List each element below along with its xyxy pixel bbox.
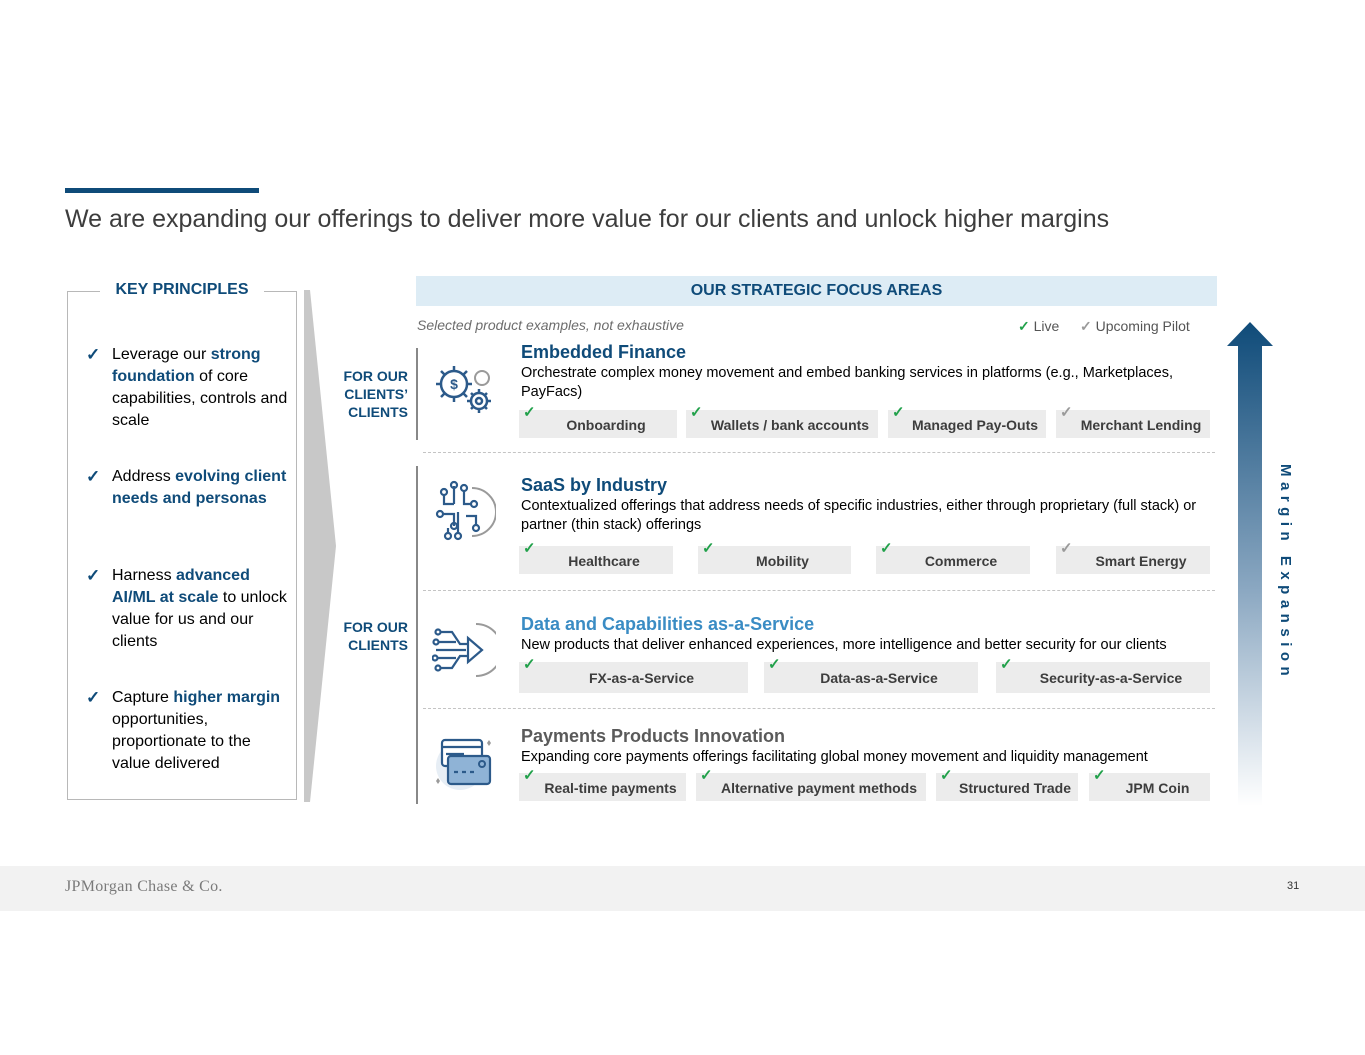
section-title: Embedded Finance bbox=[521, 342, 687, 362]
product-pill: ✓ Alternative payment methods bbox=[696, 773, 926, 801]
check-icon: ✓ bbox=[86, 345, 101, 364]
live-check-icon: ✓ bbox=[702, 540, 715, 557]
data-flow-icon bbox=[432, 618, 496, 682]
section-description: New products that deliver enhanced experiences, more intelligence and better security for our clients bbox=[521, 637, 1167, 653]
product-pill: ✓ Wallets / bank accounts bbox=[686, 410, 878, 438]
live-check-icon: ✓ bbox=[523, 540, 536, 557]
product-pill: ✓ Real-time payments bbox=[519, 773, 686, 801]
live-check-icon: ✓ bbox=[1000, 656, 1013, 673]
live-check-icon: ✓ bbox=[940, 767, 953, 784]
page-title: We are expanding our offerings to deliver more value for our clients and unlock higher margins bbox=[65, 205, 1110, 233]
section-divider bbox=[423, 708, 1215, 709]
company-logo: JPMorgan Chase & Co. bbox=[65, 878, 223, 895]
live-check-icon: ✓ bbox=[1093, 767, 1106, 784]
gears-dollar-icon bbox=[432, 360, 496, 424]
product-pill: ✓ Merchant Lending bbox=[1056, 410, 1210, 438]
live-check-icon: ✓ bbox=[892, 404, 905, 421]
live-check-icon: ✓ bbox=[523, 767, 536, 784]
section-description: Expanding core payments offerings facilitating global money movement and liquidity management bbox=[521, 749, 1148, 765]
live-check-icon: ✓ bbox=[690, 404, 703, 421]
product-pill: ✓ Healthcare bbox=[519, 546, 673, 574]
strategic-focus-heading: OUR STRATEGIC FOCUS AREAS bbox=[416, 276, 1217, 306]
product-pill: ✓ Data-as-a-Service bbox=[764, 662, 978, 693]
pilot-check-icon: ✓ bbox=[1080, 318, 1092, 334]
product-pill: ✓ Managed Pay-Outs bbox=[888, 410, 1046, 438]
key-principles-heading: KEY PRINCIPLES bbox=[100, 281, 264, 299]
product-pill: ✓ Smart Energy bbox=[1056, 546, 1210, 574]
selection-note: Selected product examples, not exhaustive bbox=[417, 317, 684, 333]
legend-live: ✓ Live bbox=[1018, 318, 1060, 334]
live-check-icon: ✓ bbox=[700, 767, 713, 784]
section-divider bbox=[423, 590, 1215, 591]
page-number: 31 bbox=[1287, 880, 1300, 892]
payment-cards-icon bbox=[432, 732, 496, 796]
legend-pilot: ✓ Upcoming Pilot bbox=[1080, 318, 1190, 334]
pilot-check-icon: ✓ bbox=[1060, 404, 1073, 421]
margin-expansion-label: Margin Expansion bbox=[1277, 464, 1294, 682]
section-divider bbox=[423, 452, 1215, 453]
section-description: Contextualized offerings that address needs of specific industries, either through proprietary (full stack) or partner (thin stack) offerings bbox=[521, 498, 1197, 533]
product-pill: ✓ FX-as-a-Service bbox=[519, 662, 748, 693]
pilot-check-icon: ✓ bbox=[1060, 540, 1073, 557]
group-divider-line bbox=[416, 466, 418, 804]
product-pill: ✓ Structured Trade bbox=[936, 773, 1078, 801]
chevron-arrow-icon bbox=[304, 290, 336, 802]
section-title: Data and Capabilities as-a-Service bbox=[521, 614, 815, 634]
check-icon: ✓ bbox=[86, 467, 101, 486]
svg-text:$: $ bbox=[450, 376, 458, 392]
for-clients-clients-label: FOR OUR CLIENTS’ CLIENTS bbox=[343, 368, 408, 420]
section-title: SaaS by Industry bbox=[521, 475, 668, 495]
live-check-icon: ✓ bbox=[523, 404, 536, 421]
check-icon: ✓ bbox=[86, 566, 101, 585]
group-divider-line bbox=[416, 348, 418, 440]
live-check-icon: ✓ bbox=[768, 656, 781, 673]
product-pill: ✓ Commerce bbox=[876, 546, 1030, 574]
product-pill: ✓ JPM Coin bbox=[1089, 773, 1210, 801]
live-check-icon: ✓ bbox=[1018, 318, 1030, 334]
product-pill: ✓ Mobility bbox=[698, 546, 851, 574]
product-pill: ✓ Security-as-a-Service bbox=[996, 662, 1210, 693]
title-accent-bar bbox=[65, 188, 259, 193]
live-check-icon: ✓ bbox=[523, 656, 536, 673]
section-description: Orchestrate complex money movement and embed banking services in platforms (e.g., Marketplaces, PayFacs) bbox=[521, 365, 1173, 400]
live-check-icon: ✓ bbox=[880, 540, 893, 557]
check-icon: ✓ bbox=[86, 688, 101, 707]
for-clients-label: FOR OUR CLIENTS bbox=[343, 619, 408, 653]
section-title: Payments Products Innovation bbox=[521, 726, 786, 746]
product-pill: ✓ Onboarding bbox=[519, 410, 677, 438]
circuit-head-icon bbox=[432, 480, 496, 544]
